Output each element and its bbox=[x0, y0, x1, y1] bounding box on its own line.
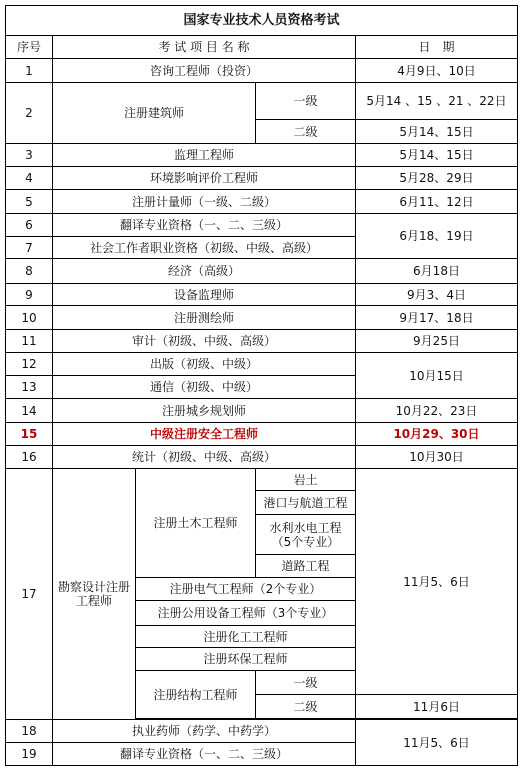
civil-specialty bbox=[256, 515, 356, 555]
table-row bbox=[6, 330, 518, 353]
row-no: 3 bbox=[6, 144, 53, 167]
exam-name: 经济（高级） bbox=[53, 259, 356, 284]
table-row bbox=[6, 399, 518, 423]
exam-level: 二级 bbox=[256, 120, 356, 144]
table-row bbox=[6, 353, 518, 376]
exam-date: 11月5、6日 bbox=[356, 469, 518, 695]
exam-name: 社会工作者职业资格（初级、中级、高级） bbox=[53, 237, 356, 259]
row-no: 14 bbox=[6, 399, 53, 423]
exam-subname: 注册公用设备工程师（3个专业） bbox=[136, 601, 356, 626]
exam-date: 6月18日 bbox=[356, 259, 518, 284]
header-row bbox=[6, 36, 518, 59]
exam-date: 5月28、29日 bbox=[356, 167, 518, 190]
civil-specialty-name: 水利水电工程 bbox=[269, 520, 342, 535]
exam-date: 6月11、12日 bbox=[356, 190, 518, 214]
exam-date: 10月15日 bbox=[356, 353, 518, 399]
exam-name: 注册测绘师 bbox=[53, 306, 356, 330]
exam-name: 中级注册安全工程师 bbox=[53, 423, 356, 446]
table-row bbox=[6, 469, 518, 491]
exam-subname: 注册化工工程师 bbox=[136, 626, 356, 648]
row-no: 5 bbox=[6, 190, 53, 214]
row-no: 11 bbox=[6, 330, 53, 353]
exam-date: 9月25日 bbox=[356, 330, 518, 353]
exam-date: 10月22、23日 bbox=[356, 399, 518, 423]
row-no: 18 bbox=[6, 720, 53, 743]
exam-name: 设备监理师 bbox=[53, 284, 356, 306]
row-no: 19 bbox=[6, 743, 53, 766]
exam-name: 翻译专业资格（一、二、三级） bbox=[53, 214, 356, 237]
header-name: 考 试 项 目 名 称 bbox=[53, 36, 356, 59]
table-row bbox=[6, 446, 518, 469]
exam-name: 咨询工程师（投资） bbox=[53, 59, 356, 83]
civil-specialty: 岩土 bbox=[256, 469, 356, 491]
table-row bbox=[6, 167, 518, 190]
structural-engineer: 注册结构工程师 bbox=[136, 671, 256, 719]
exam-date: 11月5、6日 bbox=[356, 720, 518, 766]
exam-group-name: 勘察设计注册工程师 bbox=[53, 469, 136, 720]
table-row bbox=[6, 190, 518, 214]
exam-name: 统计（初级、中级、高级） bbox=[53, 446, 356, 469]
row-no: 13 bbox=[6, 376, 53, 399]
table-row bbox=[6, 284, 518, 306]
row-no: 4 bbox=[6, 167, 53, 190]
exam-date: 10月29、30日 bbox=[356, 423, 518, 446]
exam-date: 10月30日 bbox=[356, 446, 518, 469]
exam-name: 环境影响评价工程师 bbox=[53, 167, 356, 190]
exam-date: 4月9日、10日 bbox=[356, 59, 518, 83]
row-no: 1 bbox=[6, 59, 53, 83]
exam-date: 6月18、19日 bbox=[356, 214, 518, 259]
table-row bbox=[6, 306, 518, 330]
row-no: 2 bbox=[6, 83, 53, 144]
exam-schedule-sheet bbox=[5, 5, 518, 766]
row-no: 16 bbox=[6, 446, 53, 469]
exam-date: 9月17、18日 bbox=[356, 306, 518, 330]
exam-name: 审计（初级、中级、高级） bbox=[53, 330, 356, 353]
row-no: 10 bbox=[6, 306, 53, 330]
exam-name: 通信（初级、中级） bbox=[53, 376, 356, 399]
row-no: 17 bbox=[6, 469, 53, 720]
exam-date: 9月3、4日 bbox=[356, 284, 518, 306]
table-row bbox=[6, 144, 518, 167]
exam-date: 5月14、15日 bbox=[356, 120, 518, 144]
exam-date: 5月14 、15 、21 、22日 bbox=[356, 83, 518, 120]
exam-name: 执业药师（药学、中药学） bbox=[53, 720, 356, 743]
civil-specialty: 港口与航道工程 bbox=[256, 491, 356, 515]
row-no: 7 bbox=[6, 237, 53, 259]
row-no: 15 bbox=[6, 423, 53, 446]
civil-engineer: 注册土木工程师 bbox=[136, 469, 256, 578]
row-no: 8 bbox=[6, 259, 53, 284]
exam-date: 5月14、15日 bbox=[356, 144, 518, 167]
table-title: 国家专业技术人员资格考试 bbox=[6, 6, 518, 36]
row-no: 9 bbox=[6, 284, 53, 306]
civil-specialty-note: （5个专业） bbox=[271, 534, 340, 549]
exam-name: 监理工程师 bbox=[53, 144, 356, 167]
table-row bbox=[6, 59, 518, 83]
exam-name: 注册建筑师 bbox=[53, 83, 256, 144]
civil-specialty: 道路工程 bbox=[256, 555, 356, 578]
exam-level: 一级 bbox=[256, 83, 356, 120]
exam-level: 一级 bbox=[256, 671, 356, 695]
table-row bbox=[6, 720, 518, 743]
exam-name: 注册计量师（一级、二级） bbox=[53, 190, 356, 214]
table-row bbox=[6, 83, 518, 120]
exam-subname: 注册电气工程师（2个专业） bbox=[136, 578, 356, 601]
header-date: 日 期 bbox=[356, 36, 518, 59]
exam-name: 注册城乡规划师 bbox=[53, 399, 356, 423]
header-no: 序号 bbox=[6, 36, 53, 59]
table-row bbox=[6, 259, 518, 284]
table-row bbox=[6, 214, 518, 237]
exam-level: 二级 bbox=[256, 695, 356, 719]
exam-date: 11月6日 bbox=[356, 695, 518, 719]
exam-schedule-table bbox=[5, 5, 518, 766]
row-no: 6 bbox=[6, 214, 53, 237]
row-no: 12 bbox=[6, 353, 53, 376]
exam-name: 出版（初级、中级） bbox=[53, 353, 356, 376]
table-row-highlighted bbox=[6, 423, 518, 446]
exam-subname: 注册环保工程师 bbox=[136, 648, 356, 671]
exam-name: 翻译专业资格（一、二、三级） bbox=[53, 743, 356, 766]
